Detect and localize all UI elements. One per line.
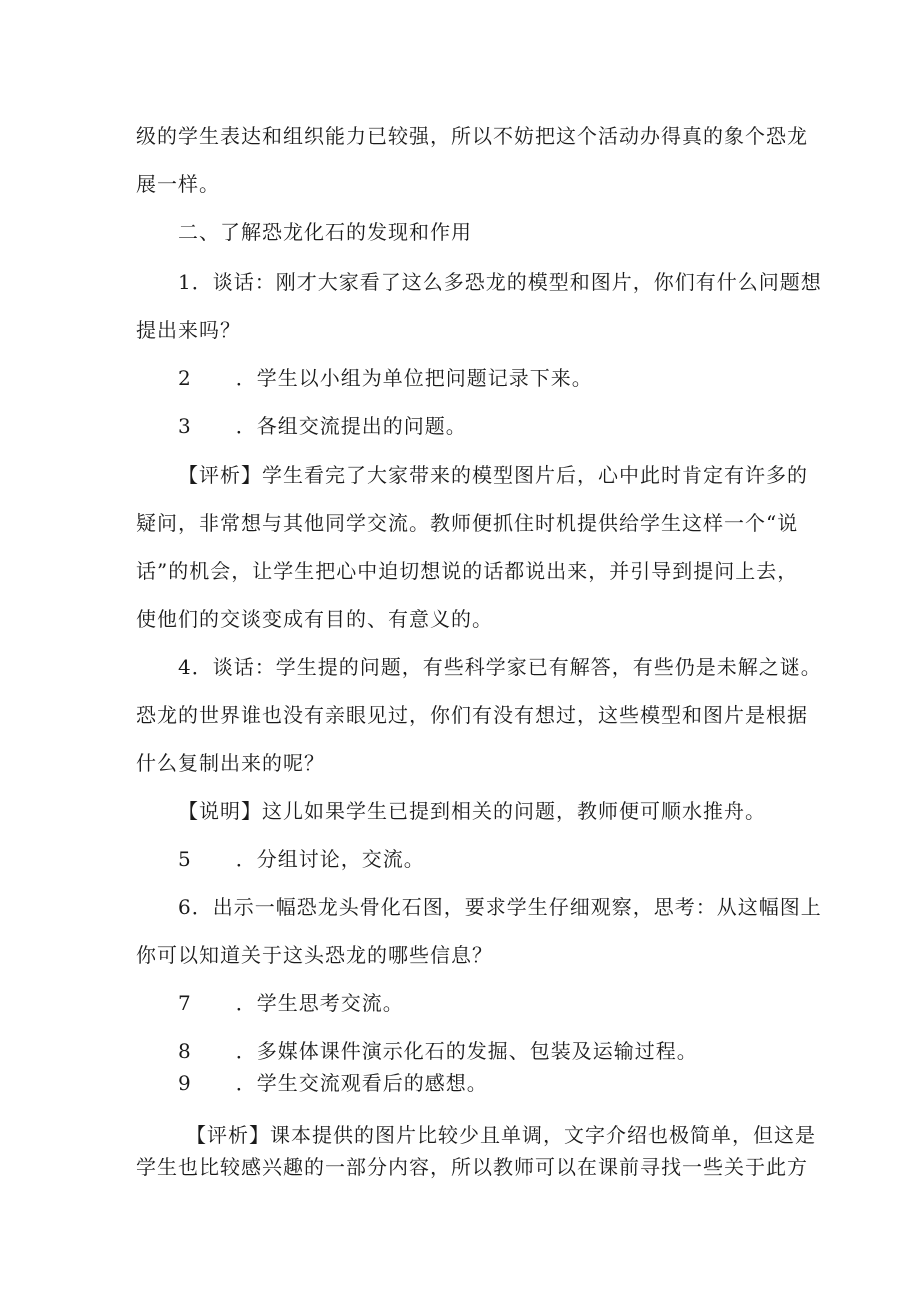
item-text: ．分组讨论，交流。 [235, 847, 425, 871]
paragraph-line: 6．出示一幅恐龙头骨化石图，要求学生仔细观察，思考：从这幅图上 [178, 895, 822, 919]
item-text: ．学生思考交流。 [235, 991, 404, 1015]
comment-line: 【评析】课本提供的图片比较少且单调，文字介绍也极简单，但这是 [186, 1123, 816, 1147]
item-text: ．各组交流提出的问题。 [235, 414, 467, 438]
paragraph-line: 疑问，非常想与其他同学交流。教师便抓住时机提供给学生这样一个“说 [136, 511, 799, 535]
paragraph-line: 你可以知道关于这头恐龙的哪些信息？ [136, 943, 493, 967]
paragraph-line: 话”的机会，让学生把心中迫切想说的话都说出来，并引导到提问上去， [136, 559, 799, 583]
numbered-item [178, 989, 404, 1017]
item-number: 5 [178, 847, 192, 871]
comment-line: 【评析】学生看完了大家带来的模型图片后，心中此时肯定有许多的 [178, 463, 808, 487]
paragraph-line: 什么复制出来的呢？ [136, 751, 325, 775]
paragraph-line: 4．谈话：学生提的问题，有些科学家已有解答，有些仍是未解之谜。 [178, 655, 822, 679]
numbered-item [178, 412, 467, 440]
paragraph-line: 使他们的交谈变成有目的、有意义的。 [136, 607, 493, 631]
item-number: 3 [178, 414, 192, 438]
item-number: 8 [178, 1039, 192, 1063]
item-text: ．多媒体课件演示化石的发掘、包装及运输过程。 [235, 1039, 698, 1063]
item-text: ．学生以小组为单位把问题记录下来。 [235, 366, 593, 390]
paragraph-line: 学生也比较感兴趣的一部分内容，所以教师可以在课前寻找一些关于此方 [136, 1155, 808, 1179]
item-number: 9 [178, 1071, 192, 1095]
numbered-item [178, 1037, 698, 1065]
item-number: 7 [178, 991, 192, 1015]
paragraph-line: 恐龙的世界谁也没有亲眼见过，你们有没有想过，这些模型和图片是根据 [136, 703, 808, 727]
paragraph-line: 级的学生表达和组织能力已较强，所以不妨把这个活动办得真的象个恐龙 [136, 124, 808, 148]
section-heading: 二、了解恐龙化石的发现和作用 [178, 220, 472, 244]
numbered-item [178, 845, 425, 873]
paragraph-line: 展一样。 [136, 172, 220, 196]
item-number: 2 [178, 366, 192, 390]
note-line: 【说明】这儿如果学生已提到相关的问题，教师便可顺水推舟。 [178, 799, 766, 823]
paragraph-line: 提出来吗？ [136, 318, 241, 342]
item-text: ．学生交流观看后的感想。 [235, 1071, 488, 1095]
numbered-item [178, 1069, 488, 1097]
numbered-item [178, 364, 593, 392]
paragraph-line: 1．谈话：刚才大家看了这么多恐龙的模型和图片，你们有什么问题想 [178, 270, 822, 294]
